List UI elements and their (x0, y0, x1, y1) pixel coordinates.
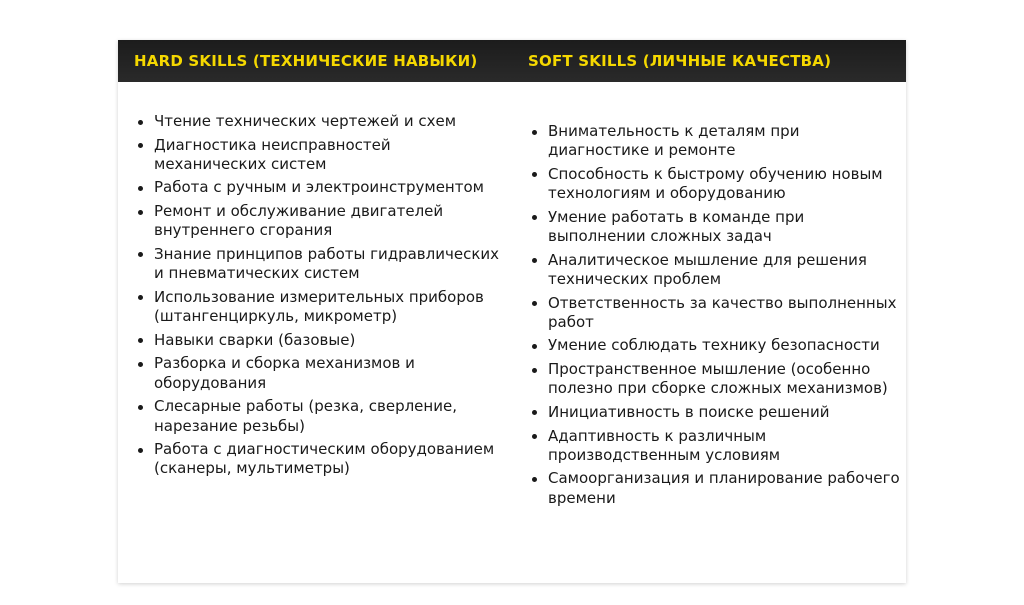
soft-skills-heading: SOFT SKILLS (ЛИЧНЫЕ КАЧЕСТВА) (528, 52, 832, 70)
list-item: Работа с диагностическим оборудованием (сканеры, мультиметры) (136, 440, 506, 479)
list-item: Инициативность в поиске решений (530, 403, 900, 422)
list-item: Диагностика неисправностей механических систем (136, 136, 506, 175)
list-item: Адаптивность к различным производственным условиям (530, 427, 900, 466)
skills-table (118, 40, 906, 583)
list-item: Внимательность к деталям при диагностике и ремонте (530, 122, 900, 161)
list-item: Навыки сварки (базовые) (136, 331, 506, 350)
list-item: Пространственное мышление (особенно полезно при сборке сложных механизмов) (530, 360, 900, 399)
hard-skills-list (136, 112, 506, 483)
soft-skills-list (530, 122, 900, 512)
list-item: Работа с ручным и электроинструментом (136, 178, 506, 197)
list-item: Разборка и сборка механизмов и оборудования (136, 354, 506, 393)
list-item: Аналитическое мышление для решения технических проблем (530, 251, 900, 290)
table-header (118, 40, 906, 82)
list-item: Самоорганизация и планирование рабочего времени (530, 469, 900, 508)
list-item: Использование измерительных приборов (штангенциркуль, микрометр) (136, 288, 506, 327)
list-item: Умение работать в команде при выполнении сложных задач (530, 208, 900, 247)
list-item: Ответственность за качество выполненных работ (530, 294, 900, 333)
list-item: Способность к быстрому обучению новым технологиям и оборудованию (530, 165, 900, 204)
list-item: Знание принципов работы гидравлических и пневматических систем (136, 245, 506, 284)
hard-skills-heading: HARD SKILLS (ТЕХНИЧЕСКИЕ НАВЫКИ) (134, 52, 478, 70)
list-item: Чтение технических чертежей и схем (136, 112, 506, 131)
list-item: Ремонт и обслуживание двигателей внутреннего сгорания (136, 202, 506, 241)
list-item: Умение соблюдать технику безопасности (530, 336, 900, 355)
list-item: Слесарные работы (резка, сверление, нарезание резьбы) (136, 397, 506, 436)
